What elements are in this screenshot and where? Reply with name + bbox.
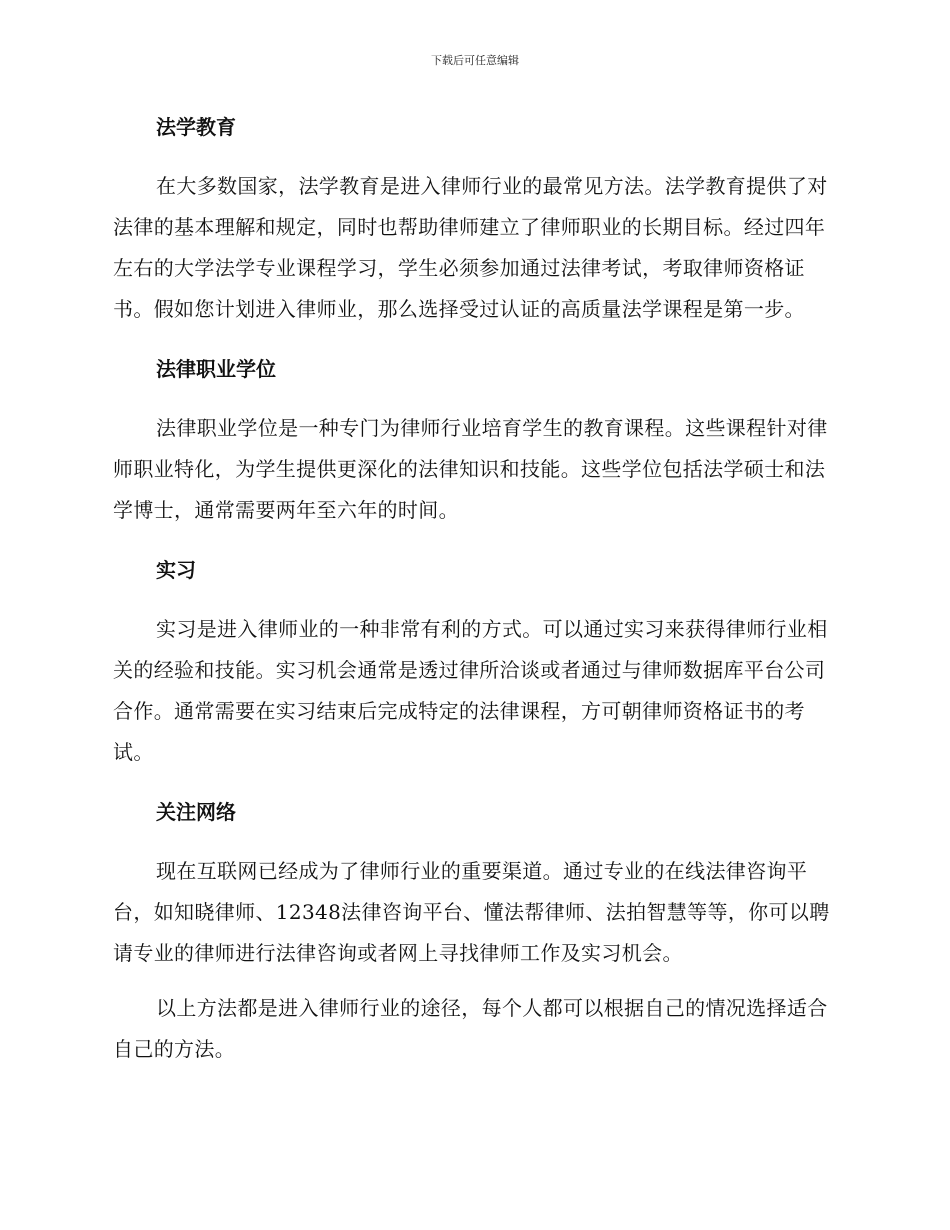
page-header-note: 下载后可任意编辑 xyxy=(431,54,519,67)
section-heading-internship: 实习 xyxy=(156,558,196,582)
conclusion-paragraph: 以上方法都是进入律师行业的途径，每个人都可以根据自己的情况选择适合自己的方法。 xyxy=(113,996,828,1061)
section-heading-legal-education: 法学教育 xyxy=(156,115,236,139)
section-heading-professional-degree: 法律职业学位 xyxy=(156,357,276,381)
document-body xyxy=(113,112,835,1070)
section-paragraph-professional-degree: 法律职业学位是一种专门为律师行业培育学生的教育课程。这些课程针对律师职业特化，为学生提供更深化的法律知识和技能。这些学位包括法学硕士和法学博士，通常需要两年至六年的时间。 xyxy=(113,416,828,522)
section-paragraph-legal-education: 在大多数国家，法学教育是进入律师行业的最常见方法。法学教育提供了对法律的基本理解和规定，同时也帮助律师建立了律师职业的长期目标。经过四年左右的大学法学专业课程学习，学生必须参加通过法律考试，考取律师资格证书。假如您计划进入律师业，那么选择受过认证的高质量法学课程是第一步。 xyxy=(113,174,828,321)
section-paragraph-internship: 实习是进入律师业的一种非常有利的方式。可以通过实习来获得律师行业相关的经验和技能。实习机会通常是透过律所洽谈或者通过与律师数据库平台公司合作。通常需要在实习结束后完成特定的法律课程，方可朝律师资格证书的考试。 xyxy=(113,617,828,764)
section-heading-network: 关注网络 xyxy=(156,800,236,824)
section-paragraph-network: 现在互联网已经成为了律师行业的重要渠道。通过专业的在线法律咨询平台，如知晓律师、12348法律咨询平台、懂法帮律师、法拍智慧等等，你可以聘请专业的律师进行法律咨询或者网上寻找律师工作及实习机会。 xyxy=(113,859,830,965)
